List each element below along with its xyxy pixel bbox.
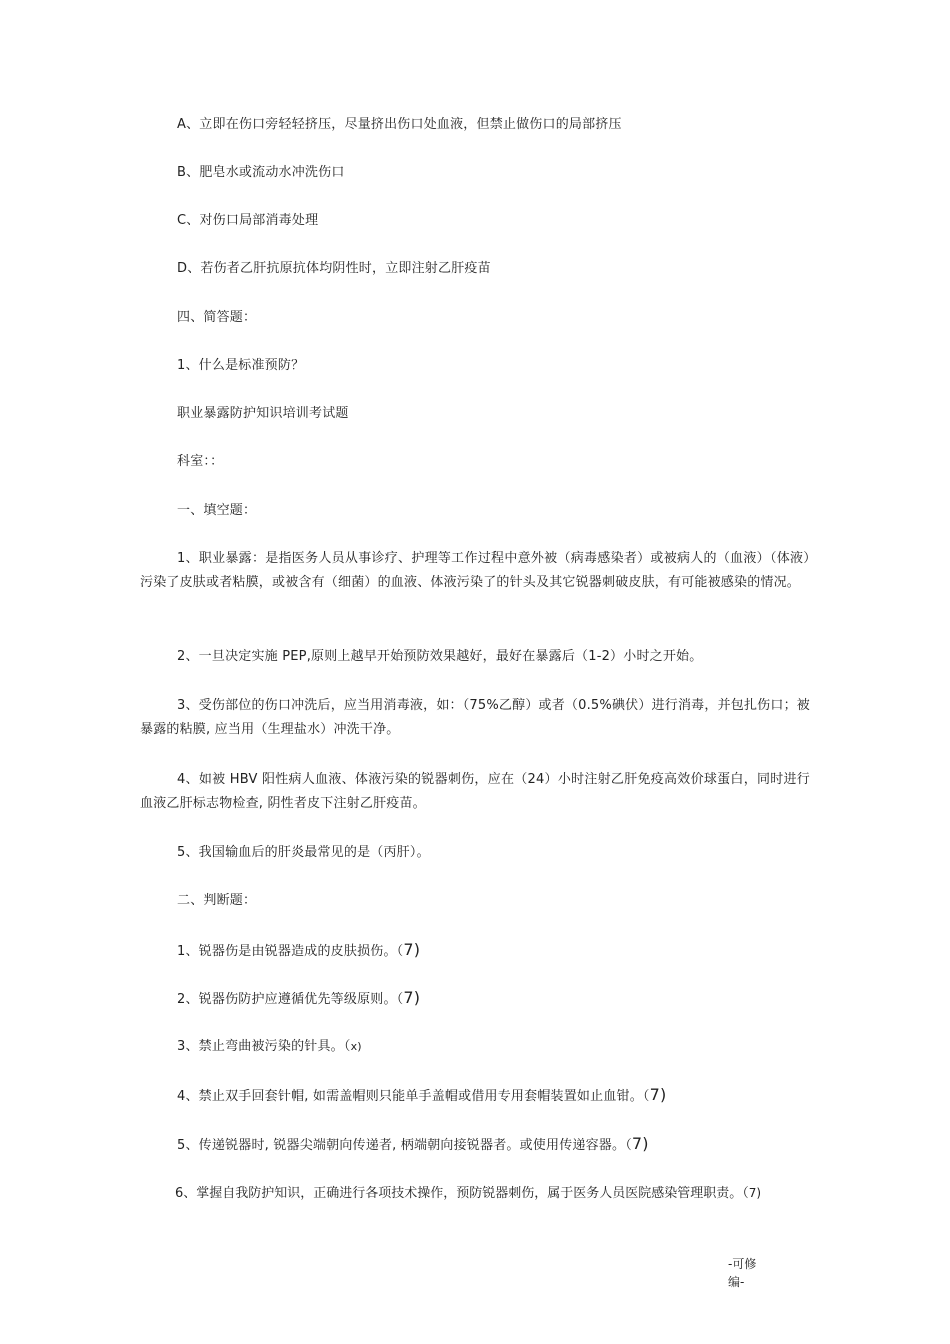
judge-item-3	[177, 1039, 362, 1055]
footer-line-2: 编-	[728, 1275, 745, 1289]
judge-item-text: 2、锐器伤防护应遵循优先等级原则。（	[177, 992, 404, 1007]
section-heading-short-answer: 四、简答题：	[177, 310, 257, 325]
judge-item-answer: 7)	[748, 1186, 762, 1200]
judge-item-text: 6、掌握自我防护知识，正确进行各项技术操作，预防锐器刺伤，属于医务人员医院感染管理职责。（	[175, 1186, 749, 1201]
judge-item-2	[177, 990, 420, 1008]
judge-item-6	[175, 1185, 761, 1202]
section-heading-fill-in: 一、填空题：	[177, 503, 257, 518]
fill-item-2: 2、一旦决定实施 PEP,原则上越早开始预防效果越好，最好在暴露后（1-2）小时之开始。	[177, 649, 703, 664]
department-field: 科室：：	[177, 454, 224, 469]
judge-item-text: 3、禁止弯曲被污染的针具。（	[177, 1039, 351, 1054]
fill-item-5: 5、我国输血后的肝炎最常见的是（丙肝）。	[177, 845, 430, 860]
option-c: C、对伤口局部消毒处理	[177, 213, 319, 228]
judge-item-answer: 7)	[649, 1085, 667, 1104]
judge-item-4	[177, 1087, 666, 1105]
fill-item-4: 4、如被 HBV 阳性病人血液、体液污染的锐器刺伤，应在（24）小时注射乙肝免疫高效价球蛋白，同时进行血液乙肝标志物检查, 阴性者皮下注射乙肝疫苗。	[140, 772, 810, 811]
judge-item-answer: 7)	[631, 1134, 649, 1153]
option-b: B、肥皂水或流动水冲洗伤口	[177, 165, 345, 180]
short-answer-question-1: 1、什么是标准预防？	[177, 358, 305, 373]
judge-item-text: 1、锐器伤是由锐器造成的皮肤损伤。（	[177, 944, 404, 959]
judge-item-answer: x)	[350, 1040, 362, 1053]
judge-item-text: 5、传递锐器时, 锐器尖端朝向传递者, 柄端朝向接锐器者。或使用传递容器。（	[177, 1138, 632, 1153]
footer-note	[728, 1255, 768, 1291]
judge-item-5	[177, 1136, 649, 1154]
judge-item-1	[177, 942, 420, 960]
option-d: D、若伤者乙肝抗原抗体均阴性时，立即注射乙肝疫苗	[177, 261, 491, 276]
footer-line-1: -可修	[728, 1257, 757, 1271]
judge-item-answer: 7)	[403, 988, 421, 1007]
section-heading-true-false: 二、判断题：	[177, 893, 257, 908]
option-a: A、立即在伤口旁轻轻挤压，尽量挤出伤口处血液，但禁止做伤口的局部挤压	[177, 117, 622, 132]
exam-title: 职业暴露防护知识培训考试题	[177, 406, 349, 421]
fill-item-1: 1、职业暴露：是指医务人员从事诊疗、护理等工作过程中意外被（病毒感染者）或被病人的（血液）（体液）污染了皮肤或者粘膜，或被含有（细菌）的血液、体液污染了的针头及其它锐器刺破皮肤，有可能被感染的情况。	[140, 551, 810, 590]
judge-item-text: 4、禁止双手回套针帽, 如需盖帽则只能单手盖帽或借用专用套帽装置如止血钳。（	[177, 1089, 650, 1104]
fill-item-3: 3、受伤部位的伤口冲洗后，应当用消毒液，如：（75%乙醇）或者（0.5%碘伏）进行消毒，并包扎伤口；被暴露的粘膜, 应当用（生理盐水）冲洗干净。	[140, 698, 810, 737]
judge-item-answer: 7)	[403, 940, 421, 959]
